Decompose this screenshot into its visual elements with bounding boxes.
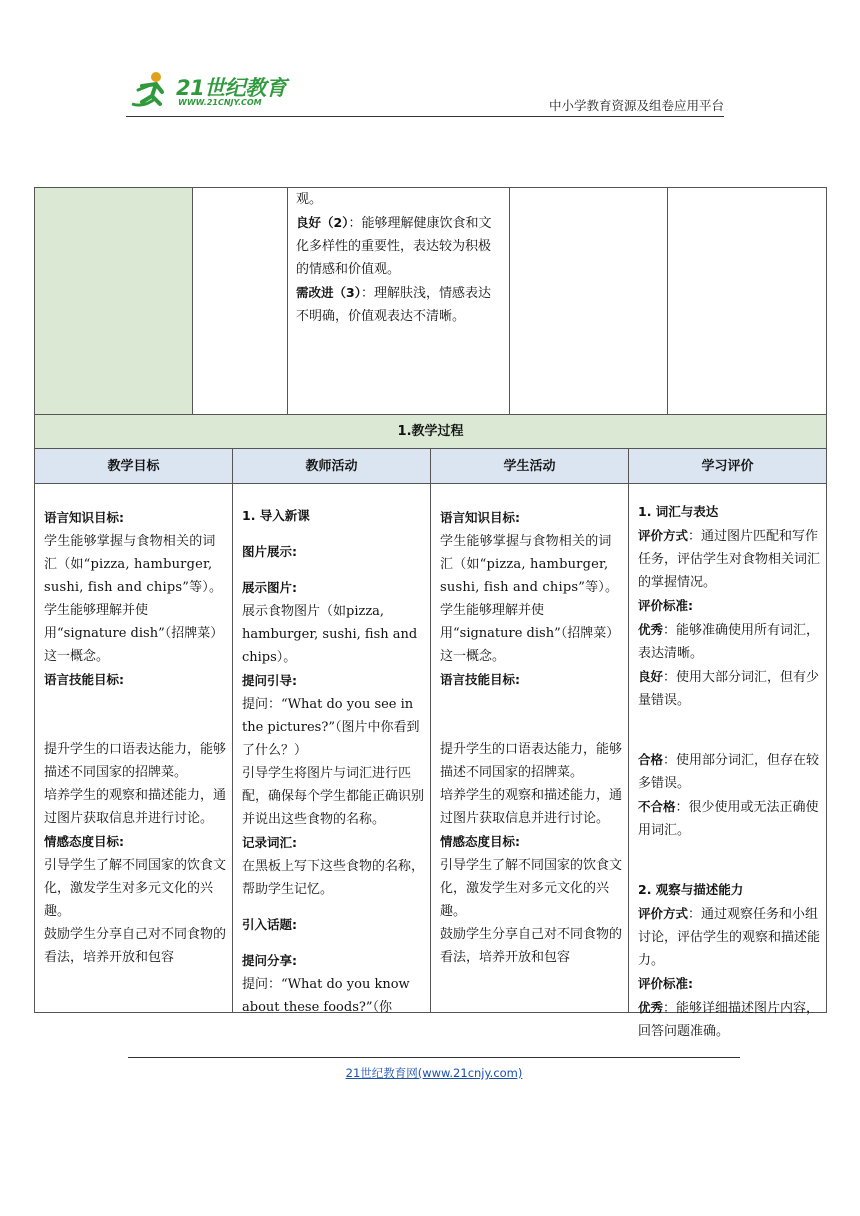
- footer-divider: [128, 1057, 740, 1058]
- show-title: 展示图片:: [242, 580, 297, 595]
- knowledge-item: 学生能够掌握与食物相关的词汇（如“pizza, hamburger, sushi, fish and chips”等）。: [44, 534, 223, 595]
- skill-title: 语言技能目标:: [44, 672, 124, 687]
- guide-title: 提问引导:: [242, 673, 297, 688]
- rubric-cell-empty: [193, 188, 288, 415]
- guide-question: 提问：“What do you see in the pictures?”（图片中你看到了什么？）: [242, 697, 420, 758]
- eval-excellent-text: ：能够详细描述图片内容，回答问题准确。: [638, 1001, 820, 1039]
- eval-standard-label: 评价标准: [638, 598, 689, 613]
- student-emotion-item: 鼓励学生分享自己对不同食物的看法，培养开放和包容: [440, 927, 623, 965]
- teaching-process-table: [34, 414, 827, 1039]
- skill-item: 提升学生的口语表达能力，能够描述不同国家的招牌菜。: [44, 742, 227, 780]
- rubric-good-label: 良好（2）: [296, 215, 349, 230]
- emotion-item: 引导学生了解不同国家的饮食文化，激发学生对多元文化的兴趣。: [44, 858, 227, 919]
- guide-text: 引导学生将图片与词汇进行匹配，确保每个学生都能正确识别并说出这些食物的名称。: [242, 766, 425, 827]
- student-knowledge-title: 语言知识目标:: [440, 510, 520, 525]
- teacher-step-title: 1. 导入新课: [242, 508, 310, 523]
- skill-item: 培养学生的观察和描述能力，通过图片获取信息并进行讨论。: [44, 788, 227, 826]
- eval-pass-text: ：使用部分词汇，但存在较多错误。: [638, 753, 820, 791]
- eval-item-title: 1. 词汇与表达: [638, 504, 719, 519]
- picture-show-title: 图片展示:: [242, 544, 297, 559]
- eval-standard-colon: :: [688, 598, 694, 613]
- column-header-teacher: 教师活动: [233, 449, 431, 484]
- topic-title: 引入话题:: [242, 917, 297, 932]
- eval-good-label: 良好: [638, 669, 664, 684]
- header-divider: [126, 116, 724, 117]
- rubric-cell-dimension: [35, 188, 193, 415]
- objectives-cell: [35, 484, 233, 1013]
- eval-standard-colon: :: [688, 976, 694, 991]
- rubric-cell-empty: [510, 188, 668, 415]
- eval-fail-label: 不合格: [638, 799, 676, 814]
- evaluation-cell: [629, 484, 827, 1039]
- knowledge-title: 语言知识目标:: [44, 510, 124, 525]
- rubric-improve-text: ：理解肤浅，情感表达不明确，价值观表达不清晰。: [296, 286, 491, 324]
- vocab-title: 记录词汇:: [242, 835, 297, 850]
- eval-method-label: 评价方式: [638, 528, 689, 543]
- student-emotion-item: 引导学生了解不同国家的饮食文化，激发学生对多元文化的兴趣。: [440, 858, 623, 919]
- rubric-criteria-cell: [288, 188, 510, 415]
- eval-standard-label: 评价标准: [638, 976, 689, 991]
- column-header-objectives: 教学目标: [35, 449, 233, 484]
- platform-name: 中小学教育资源及组卷应用平台: [548, 98, 724, 113]
- eval-fail-text: ：很少使用或无法正确使用词汇。: [638, 800, 819, 838]
- share-text: 提问：“What do you know about these foods?”（你: [242, 977, 410, 1015]
- share-title: 提问分享:: [242, 953, 297, 968]
- column-header-student: 学生活动: [431, 449, 629, 484]
- rubric-good-text: ：能够理解健康饮食和文化多样性的重要性，表达较为积极的情感和价值观。: [296, 216, 492, 277]
- eval-pass-label: 合格: [638, 752, 664, 767]
- show-text: 展示食物图片（如pizza, hamburger, sushi, fish and chips）。: [242, 604, 418, 665]
- teacher-activity-cell: [233, 484, 431, 1013]
- vocab-text: 在黑板上写下这些食物的名称，帮助学生记忆。: [242, 859, 425, 897]
- rubric-cell-empty: [668, 188, 827, 415]
- eval-method-text: ：通过图片匹配和写作任务，评估学生对食物相关词汇的掌握情况。: [638, 529, 821, 590]
- student-skill-item: 培养学生的观察和描述能力，通过图片获取信息并进行讨论。: [440, 788, 623, 826]
- student-knowledge-item: 学生能够理解并使用“signature dish”（招牌菜）这一概念。: [440, 603, 620, 664]
- student-knowledge-item: 学生能够掌握与食物相关的词汇（如“pizza, hamburger, sushi, fish and chips”等）。: [440, 534, 619, 595]
- eval-excellent-text: ：能够准确使用所有词汇，表达清晰。: [638, 623, 820, 661]
- eval-item-title: 2. 观察与描述能力: [638, 882, 744, 897]
- site-logo[interactable]: [126, 68, 296, 116]
- column-header-evaluation: 学习评价: [629, 449, 827, 484]
- eval-method-label: 评价方式: [638, 906, 689, 921]
- rubric-improve: [296, 281, 503, 328]
- emotion-item: 鼓励学生分享自己对不同食物的看法，培养开放和包容: [44, 927, 227, 965]
- emotion-title: 情感态度目标:: [44, 834, 124, 849]
- logo-url: WWW.21CNJY.COM: [178, 98, 262, 107]
- eval-good-text: ：使用大部分词汇，但有少量错误。: [638, 670, 820, 708]
- footer-link[interactable]: 21世纪教育网(www.21cnjy.com): [345, 1066, 523, 1080]
- logo-title: 21世纪教育: [176, 76, 287, 100]
- student-emotion-title: 情感态度目标:: [440, 834, 520, 849]
- student-skill-item: 提升学生的口语表达能力，能够描述不同国家的招牌菜。: [440, 742, 623, 780]
- rubric-line: 观。: [296, 192, 323, 207]
- student-activity-cell: [431, 484, 629, 1013]
- rubric-table: [34, 187, 827, 415]
- eval-excellent-label: 优秀: [638, 1000, 664, 1015]
- knowledge-item: 学生能够理解并使用“signature dish”（招牌菜）这一概念。: [44, 603, 224, 664]
- student-skill-title: 语言技能目标:: [440, 672, 520, 687]
- rubric-good: [296, 211, 503, 281]
- runner-logo-icon: [126, 68, 174, 114]
- section-title: 1.教学过程: [35, 415, 827, 449]
- rubric-improve-label: 需改进（3）: [296, 285, 361, 300]
- page-header: [126, 62, 724, 118]
- eval-excellent-label: 优秀: [638, 622, 664, 637]
- eval-method-text: ：通过观察任务和小组讨论，评估学生的观察和描述能力。: [638, 907, 821, 968]
